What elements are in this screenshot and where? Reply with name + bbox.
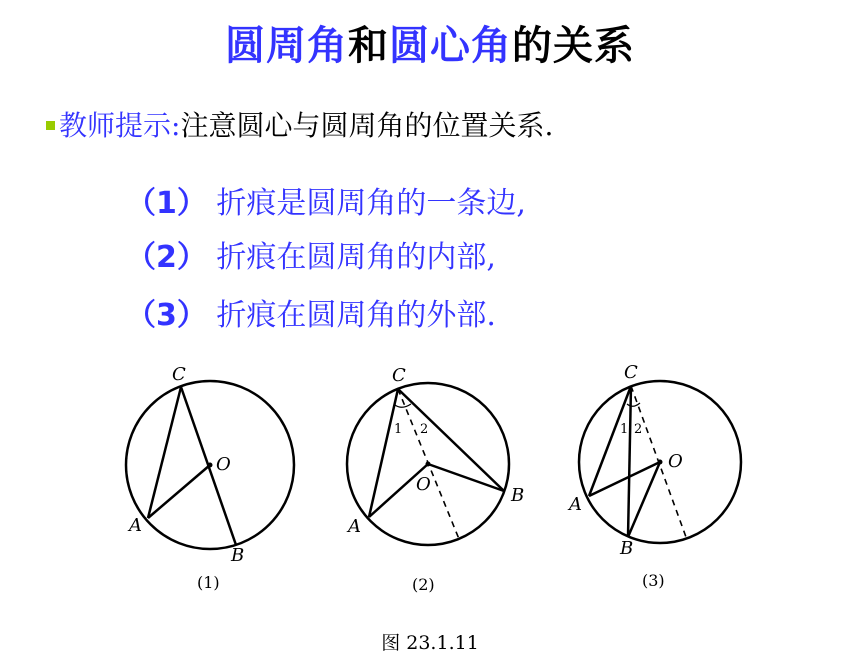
figure-caption: 图 23.1.11: [381, 632, 479, 654]
circle-diagrams: [0, 350, 860, 630]
title-part-and: 和: [348, 23, 389, 69]
case-1-number: （1）: [126, 186, 207, 221]
page-title: [0, 14, 860, 71]
fig2-label-b: B: [511, 485, 525, 506]
fig3-angle-arc: [627, 403, 640, 406]
bullet-square-icon: [46, 121, 55, 130]
title-part-inscribed-angle: 圆周角: [225, 23, 348, 69]
fig1-radius-oa: [148, 465, 210, 518]
fig2-label-c: C: [392, 365, 406, 386]
hint-text: 注意圆心与圆周角的位置关系.: [180, 109, 554, 142]
fig1-label-b: B: [231, 545, 245, 566]
fig3-label-a: A: [569, 494, 582, 515]
fig1-chord-ca: [148, 387, 181, 518]
fig3-label-o: O: [668, 451, 683, 472]
fig2-label-a: A: [348, 516, 361, 537]
figure-2: [346, 365, 524, 594]
case-3-text: 折痕在圆周角的外部.: [206, 298, 496, 333]
case-1-text: 折痕是圆周角的一条边,: [206, 186, 526, 221]
case-2-number: （2）: [126, 240, 207, 275]
fig1-caption: (1): [197, 573, 220, 592]
fig2-caption: (2): [412, 575, 435, 594]
fig3-center-dot: [658, 460, 663, 465]
fig2-label-2: 2: [420, 422, 429, 437]
fig1-label-a: A: [129, 515, 142, 536]
case-1: [126, 178, 526, 222]
title-part-central-angle: 圆心角: [389, 23, 512, 69]
fig2-chord-ca: [369, 389, 398, 517]
case-2-text: 折痕在圆周角的内部,: [206, 240, 496, 275]
title-part-relation: 的关系: [512, 23, 635, 69]
hint-label: 教师提示:: [59, 109, 181, 142]
fig2-radius-ob: [428, 464, 504, 491]
fig1-label-o: O: [216, 454, 231, 475]
fig2-label-o: O: [416, 474, 431, 495]
fig3-label-1: 1: [620, 422, 629, 437]
fig3-label-2: 2: [634, 422, 643, 437]
fig3-caption: (3): [642, 571, 665, 590]
fig1-center-dot: [208, 463, 213, 468]
teacher-hint: [46, 104, 553, 144]
figure-1: [126, 364, 294, 592]
case-2: [126, 232, 496, 276]
fig2-center-dot: [426, 462, 431, 467]
fig1-label-c: C: [172, 364, 186, 385]
case-3-number: （3）: [126, 298, 207, 333]
fig2-label-1: 1: [394, 422, 403, 437]
fig3-radius-ob: [628, 462, 660, 537]
figure-3: [567, 362, 741, 590]
fig3-label-c: C: [624, 362, 638, 383]
fig3-label-b: B: [620, 538, 634, 559]
fig3-chord-cb: [628, 386, 631, 537]
fig2-angle-arc: [395, 404, 411, 407]
case-3: [126, 290, 496, 334]
